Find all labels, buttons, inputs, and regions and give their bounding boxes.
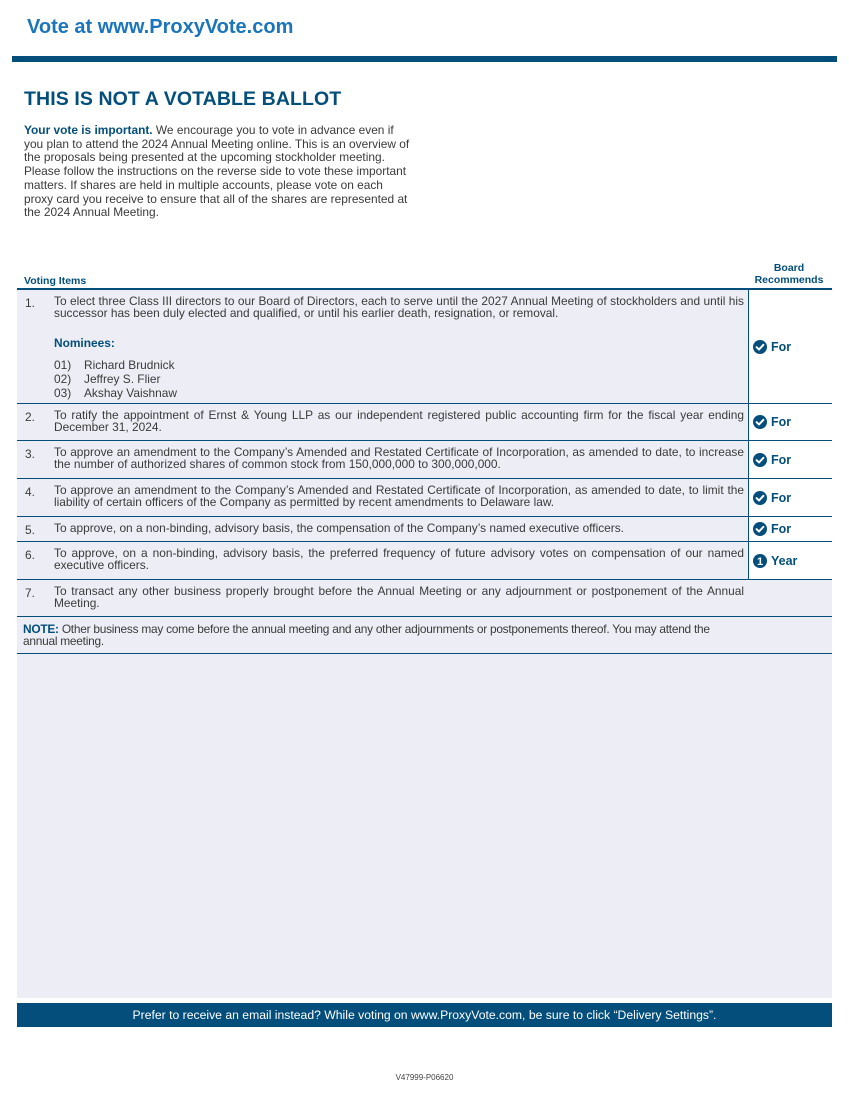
recommendation-label: For bbox=[771, 490, 792, 505]
item-number: 6. bbox=[25, 548, 35, 562]
recommendation-label: For bbox=[771, 415, 792, 429]
nominee-number: 02) bbox=[54, 372, 72, 386]
voting-item-5 bbox=[17, 517, 832, 542]
board-recommendation bbox=[748, 441, 833, 478]
check-circle-icon bbox=[753, 453, 767, 467]
nominee-1 bbox=[54, 358, 175, 372]
voting-item-2 bbox=[17, 404, 832, 441]
board-recommendation bbox=[748, 404, 833, 440]
item-text: To ratify the appointment of Ernst & Young LLP as our independent registered public accounting firm for the fiscal year ending December 31, 2024. bbox=[54, 408, 744, 434]
note-row bbox=[17, 617, 832, 654]
not-votable-notice: THIS IS NOT A VOTABLE BALLOT bbox=[24, 88, 342, 110]
item-text: To transact any other business properly brought before the Annual Meeting or any adjournment or postponement of the Annual Meeting. bbox=[54, 584, 744, 610]
voting-item-1 bbox=[17, 290, 832, 404]
item-text: To approve an amendment to the Company’s Amended and Restated Certificate of Incorporation, as amended to date, to limit the liability of certain officers of the Company as permitted by recent amendments to Delaware law. bbox=[54, 483, 744, 509]
delivery-settings-text: Prefer to receive an email instead? While voting on www.ProxyVote.com, be sure to click “Delivery Settings”. bbox=[132, 1008, 717, 1022]
nominee-number: 01) bbox=[54, 358, 72, 372]
item-text: To approve an amendment to the Company’s Amended and Restated Certificate of Incorporation, as amended to date, to increase the number of authorized shares of common stock from 150,000,000 to 300,000,000. bbox=[54, 445, 744, 471]
nominee-number: 03) bbox=[54, 386, 72, 400]
nominee-name: Akshay Vaishnaw bbox=[84, 386, 177, 400]
item-number: 3. bbox=[25, 447, 35, 461]
item-number: 2. bbox=[25, 410, 35, 424]
board-recommendation bbox=[748, 479, 833, 516]
number-one-circle-icon bbox=[753, 554, 767, 568]
item-text: To approve, on a non-binding, advisory basis, the preferred frequency of future advisory votes on compensation of our named executive officers. bbox=[54, 546, 744, 572]
nominee-name: Jeffrey S. Flier bbox=[84, 372, 161, 386]
nominee-3 bbox=[54, 386, 177, 400]
board-recommends-header bbox=[748, 262, 830, 286]
nominee-2 bbox=[54, 372, 160, 386]
voting-item-6 bbox=[17, 542, 832, 580]
item-text: To elect three Class III directors to our Board of Directors, each to serve until the 2027 Annual Meeting of stockholders and until his successor has been duly elected and qualified, or until his earlier death, resignation, or removal. bbox=[54, 294, 744, 320]
board-recommends-line2: Recommends bbox=[754, 274, 824, 286]
board-recommendation bbox=[748, 517, 833, 541]
recommendation-label: For bbox=[771, 452, 792, 467]
item-number: 4. bbox=[25, 485, 35, 499]
header-title: Vote at www.ProxyVote.com bbox=[27, 16, 294, 38]
voting-items-table bbox=[17, 288, 832, 998]
board-recommendation bbox=[748, 542, 833, 579]
voting-item-3 bbox=[17, 441, 832, 479]
recommendation-label: Year bbox=[771, 553, 798, 568]
item-number: 5. bbox=[25, 523, 35, 537]
recommendation-label: For bbox=[771, 339, 792, 354]
document-code: V47999-P06620 bbox=[395, 1073, 454, 1082]
board-recommendation bbox=[748, 290, 833, 403]
nominees-heading: Nominees: bbox=[54, 336, 115, 350]
note-body: Other business may come before the annual meeting and any other adjournments or postponements thereof. You may attend the annual meeting. bbox=[23, 622, 710, 648]
item-text: To approve, on a non-binding, advisory basis, the compensation of the Company’s named executive officers. bbox=[54, 521, 624, 535]
note-text bbox=[23, 623, 743, 647]
check-circle-icon bbox=[753, 340, 767, 354]
intro-body: We encourage you to vote in advance even if you plan to attend the 2024 Annual Meeting online. This is an overview of the proposals being presented at the upcoming stockholder meeting. Please follow the instructions on the reverse side to vote these important matters. If shares are held in multiple accounts, please vote on each proxy card you receive to ensure that all of the shares are represented at the 2024 Annual Meeting. bbox=[24, 123, 410, 220]
header-divider bbox=[12, 56, 837, 62]
intro-paragraph bbox=[24, 124, 414, 220]
number-one-glyph: 1 bbox=[756, 555, 764, 568]
intro-lead: Your vote is important. bbox=[24, 123, 153, 137]
check-circle-icon bbox=[753, 522, 767, 536]
item-number: 1. bbox=[25, 296, 35, 310]
nominee-name: Richard Brudnick bbox=[84, 358, 175, 372]
check-circle-icon bbox=[753, 415, 767, 429]
check-circle-icon bbox=[753, 491, 767, 505]
voting-item-4 bbox=[17, 479, 832, 517]
board-recommends-line1: Board bbox=[773, 262, 805, 274]
item-number: 7. bbox=[25, 586, 35, 600]
delivery-settings-banner bbox=[17, 1003, 832, 1027]
voting-item-7 bbox=[17, 580, 832, 617]
recommendation-label: For bbox=[771, 522, 792, 536]
voting-items-header: Voting Items bbox=[24, 275, 87, 287]
note-label: NOTE: bbox=[23, 622, 59, 636]
